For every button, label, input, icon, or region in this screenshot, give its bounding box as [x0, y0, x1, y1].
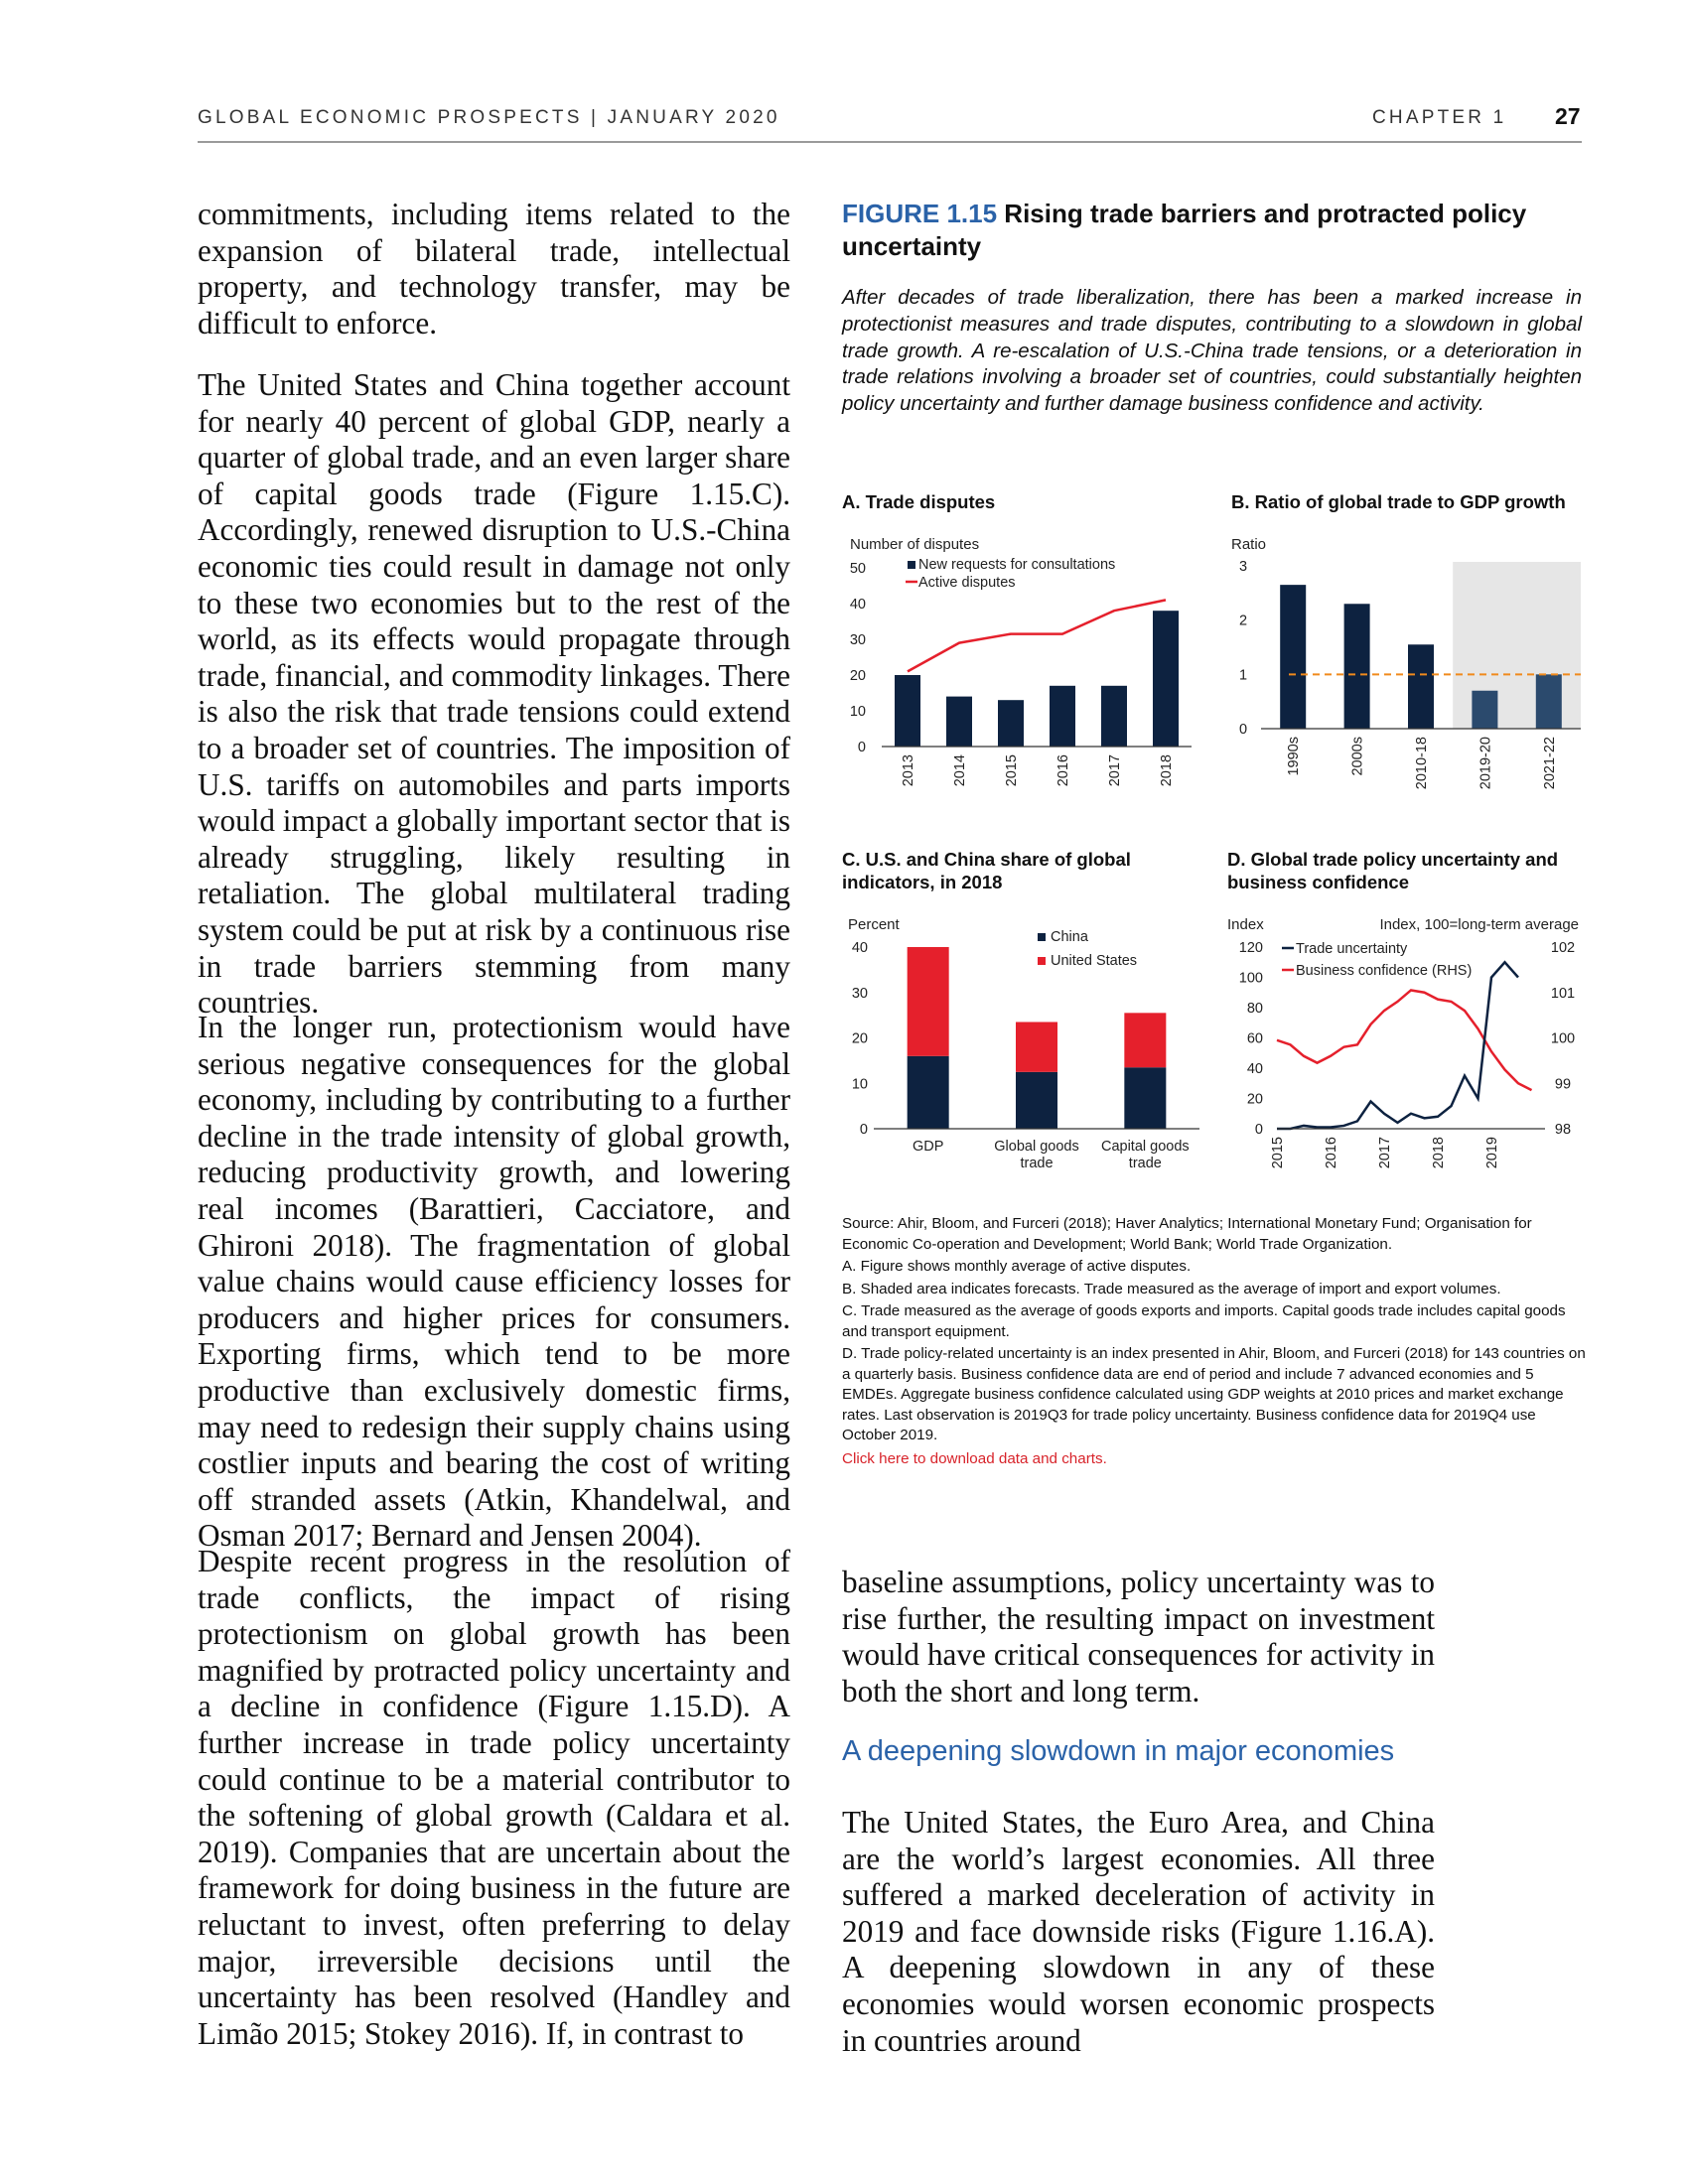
download-link[interactable]: Click here to download data and charts.	[842, 1449, 1107, 1467]
chart-a-ytick: 10	[849, 704, 866, 720]
chart-a-xtick: 2016	[1055, 754, 1071, 787]
chart-b-xtick: 2000s	[1349, 737, 1366, 776]
figure-number: FIGURE 1.15	[842, 199, 998, 228]
chart-d-ytick: 120	[1238, 940, 1263, 956]
chart-d-legend	[1282, 941, 1472, 979]
chart-c-xtick: GDP	[912, 1139, 944, 1155]
chart-b-xtick: 2010-18	[1414, 737, 1430, 790]
note-a: A. Figure shows monthly average of active disputes.	[842, 1258, 1192, 1275]
chart-d-ytick-right: 98	[1554, 1122, 1572, 1138]
chart-c-bar-segment	[1016, 1072, 1057, 1129]
chart-c-xtick: Capital goods trade	[1100, 1139, 1190, 1171]
chart-c-legend-us: United States	[1051, 953, 1138, 969]
chart-c-ylabel: Percent	[848, 916, 900, 933]
chart-c-ytick: 10	[851, 1076, 868, 1093]
chart-c-legend	[1038, 929, 1137, 969]
chart-c-ytick: 20	[851, 1030, 868, 1047]
chart-d-ytick: 80	[1246, 1001, 1263, 1017]
chart-a-ytick: 30	[849, 632, 866, 648]
chart-d-ytick: 60	[1246, 1030, 1263, 1047]
chart-c-ytick: 40	[851, 940, 868, 956]
chart-a-ytick: 40	[849, 597, 866, 613]
chart-b-xtick: 2021-22	[1541, 737, 1558, 790]
header-rule	[198, 141, 1582, 143]
chart-d-xtick: 2018	[1431, 1137, 1447, 1169]
chart-d-ytick-right: 102	[1550, 940, 1576, 956]
chart-a-bar	[946, 697, 972, 747]
chart-a-xtick: 2017	[1107, 754, 1123, 787]
chart-a-ytick: 20	[849, 668, 866, 684]
chart-c-ytick: 0	[859, 1122, 868, 1138]
chart-d-legend-confidence: Business confidence (RHS)	[1296, 963, 1473, 979]
chart-b-xtick: 1990s	[1286, 737, 1303, 776]
chart-d-trade-uncertainty-line	[1277, 962, 1518, 1129]
chart-d-xtick: 2015	[1270, 1137, 1286, 1169]
chart-d-ytick-right: 101	[1550, 985, 1576, 1002]
chart-b-bar	[1280, 585, 1306, 729]
chart-a-bar	[998, 700, 1024, 747]
left-paragraph-3: In the longer run, protectionism would have serious negative consequences for the global economy, including by contributing to a further decline in the trade intensity of global growth, reducing productivity growth, and lowering real incomes (Barattieri, Cacciatore, and Ghironi 2018). The fragmentation of global value chains would cause efficiency losses for producers and higher prices for consumers. Exporting firms, which tend to be more productive than exclusively domestic firms, may need to redesign their supply chains using costlier inputs and bearing the cost of writing off stranded assets (Atkin, Khandelwal, and Osman 2017; Bernard and Jensen 2004).	[198, 1010, 790, 1554]
chart-d-ytick: 100	[1238, 970, 1263, 987]
right-paragraph-2: The United States, the Euro Area, and China are the world’s largest economies. All three suffered a marked deceleration of activity in 2019 and face downside risks (Figure 1.16.A). A deepening slowdown in any of these economies would worsen economic prospects in countries around	[842, 1805, 1435, 2058]
chart-b-bar	[1472, 691, 1497, 729]
chart-b-ytick: 2	[1238, 613, 1248, 629]
left-paragraph-4: Despite recent progress in the resolution of trade conflicts, the impact of rising protectionism on global growth has been magnified by protracted policy uncertainty and a decline in confidence (Figure 1.15.D). A further increase in trade policy uncertainty could continue to be a material contributor to the softening of global growth (Caldara et al. 2019). Companies that are uncertain about the framework for doing business in the future are reluctant to invest, often preferring to delay major, irreversible decisions until the uncertainty has been resolved (Handley and Limão 2015; Stokey 2016). If, in contrast to	[198, 1544, 790, 2051]
chart-a-legend-swatch-bars	[908, 561, 915, 569]
chart-a-bar	[1153, 611, 1179, 747]
chart-a-xtick: 2015	[1004, 754, 1020, 787]
left-paragraph-2: The United States and China together account for nearly 40 percent of global GDP, nearly a quarter of global trade, and an even larger share of capital goods trade (Figure 1.15.C). Accordingly, renewed disruption to U.S.-China economic ties could result in damage not only to these two economies but to the rest of the world, as its effects would propagate through trade, financial, and commodity linkages. There is also the risk that trade tensions could extend to a broader set of countries. The imposition of U.S. tariffs on automobiles and parts imports would impact a globally important sector that is already struggling, likely resulting in retaliation. The global multilateral trading system could be put at risk by a continuous rise in trade barriers stemming from many countries.	[198, 367, 790, 1021]
page-number: 27	[1555, 103, 1581, 129]
chart-c-bar-segment	[1124, 1013, 1166, 1067]
chart-b-ytick: 0	[1238, 722, 1248, 738]
chart-a-bar	[1101, 686, 1127, 747]
chart-b-ylabel: Ratio	[1231, 536, 1267, 553]
panel-c-title: C. U.S. and China share of global indicators, in 2018	[842, 849, 1131, 892]
chapter-label: CHAPTER 1	[1372, 107, 1507, 128]
chart-a-legend-bars: New requests for consultations	[918, 557, 1116, 573]
figure-title	[842, 198, 1582, 263]
running-title: GLOBAL ECONOMIC PROSPECTS | JANUARY 2020	[198, 107, 780, 128]
chart-d-ylabel-right: Index, 100=long-term average	[1379, 916, 1579, 933]
note-source: Source: Ahir, Bloom, and Furceri (2018); Haver Analytics; International Monetary Fund; Organisation for Economic Co-operation and Development; World Bank; World Trade Organization.	[842, 1215, 1532, 1253]
figure-subtitle: After decades of trade liberalization, there has been a marked increase in protectionist measures and trade disputes, contributing to a slowdown in global trade growth. A re-escalation of U.S.-China trade tensions, or a deterioration in trade relations involving a broader set of countries, could substantially heighten policy uncertainty and further damage business confidence and activity.	[842, 286, 1582, 416]
chart-a-xtick: 2013	[901, 754, 916, 787]
chart-a-ytick: 50	[849, 561, 866, 577]
figure-title-text: Rising trade barriers and protracted policy uncertainty	[842, 199, 1527, 261]
chart-a-xtick: 2014	[952, 754, 968, 787]
note-c: C. Trade measured as the average of goods exports and imports. Capital goods trade includes capital goods and transport equipment.	[842, 1302, 1566, 1340]
chart-d-xtick: 2019	[1484, 1137, 1500, 1169]
chart-a-bar	[1050, 686, 1075, 747]
chart-a-active-disputes-line	[908, 600, 1166, 671]
chart-b-bar	[1408, 644, 1434, 729]
chart-b-bar	[1536, 674, 1562, 729]
chart-c-bar-segment	[1124, 1067, 1166, 1129]
chart-d-xtick: 2016	[1324, 1137, 1339, 1169]
chart-d-ytick-right: 99	[1554, 1076, 1572, 1093]
chart-b-ytick: 1	[1238, 667, 1248, 684]
chart-d-uncertainty-confidence	[1227, 907, 1589, 1180]
chart-b-trade-gdp-ratio	[1231, 526, 1589, 814]
chart-d-ylabel: Index	[1227, 916, 1264, 933]
section-heading: A deepening slowdown in major economies	[842, 1735, 1395, 1767]
chart-d-xtick: 2017	[1377, 1137, 1393, 1169]
chart-b-bar	[1344, 604, 1370, 729]
note-d: D. Trade policy-related uncertainty is an index presented in Ahir, Bloom, and Furceri (2018) for 143 countries on a quarterly basis. Business confidence data are end of period and include 7 advanced economies and 5 EMDEs. Aggregate business confidence calculated using GDP weights at 2010 prices and market exchange rates. Last observation is 2019Q3 for trade policy uncertainty. Business confidence data for 2019Q4 use October 2019.	[842, 1345, 1586, 1443]
right-paragraph-1: baseline assumptions, policy uncertainty was to rise further, the resulting impact on investment would have critical consequences for activity in both the short and long term.	[842, 1565, 1435, 1708]
chart-a-bar	[895, 675, 920, 747]
chart-d-ytick: 20	[1246, 1091, 1263, 1108]
panel-d-title: D. Global trade policy uncertainty and business confidence	[1227, 849, 1559, 892]
chart-d-business-confidence-line	[1277, 990, 1532, 1090]
chart-b-xtick: 2019-20	[1477, 737, 1494, 790]
chart-c-legend-swatch-china	[1038, 933, 1046, 941]
panel-a-title: A. Trade disputes	[842, 491, 996, 512]
chart-c-ytick: 30	[851, 985, 868, 1002]
chart-a-legend	[906, 557, 1115, 591]
chart-c-us-china-share	[842, 907, 1204, 1180]
chart-d-ytick: 0	[1254, 1122, 1263, 1138]
chart-c-xtick: Global goods trade	[994, 1139, 1079, 1171]
note-b: B. Shaded area indicates forecasts. Trade measured as the average of import and export volumes.	[842, 1280, 1501, 1297]
figure-notes	[842, 1214, 1587, 1469]
chart-a-ylabel: Number of disputes	[850, 536, 980, 553]
chart-c-bar-segment	[908, 947, 949, 1056]
chart-c-bar-segment	[908, 1056, 949, 1129]
chart-c-bar-segment	[1016, 1022, 1057, 1071]
chart-a-xtick: 2018	[1159, 754, 1175, 787]
chart-b-ytick: 3	[1238, 559, 1248, 575]
chart-d-ytick: 40	[1246, 1061, 1263, 1077]
panel-b-title: B. Ratio of global trade to GDP growth	[1231, 491, 1566, 512]
chart-a-legend-line: Active disputes	[918, 575, 1016, 591]
chart-a-trade-disputes	[842, 526, 1204, 814]
chart-d-legend-uncertainty: Trade uncertainty	[1296, 941, 1408, 957]
chart-d-ytick-right: 100	[1550, 1030, 1576, 1047]
left-paragraph-1: commitments, including items related to the expansion of bilateral trade, intellectual property, and technology transfer, may be difficult to enforce.	[198, 197, 790, 341]
chart-a-ytick: 0	[857, 740, 866, 755]
chart-c-legend-china: China	[1051, 929, 1088, 945]
chart-c-legend-swatch-us	[1038, 957, 1046, 965]
